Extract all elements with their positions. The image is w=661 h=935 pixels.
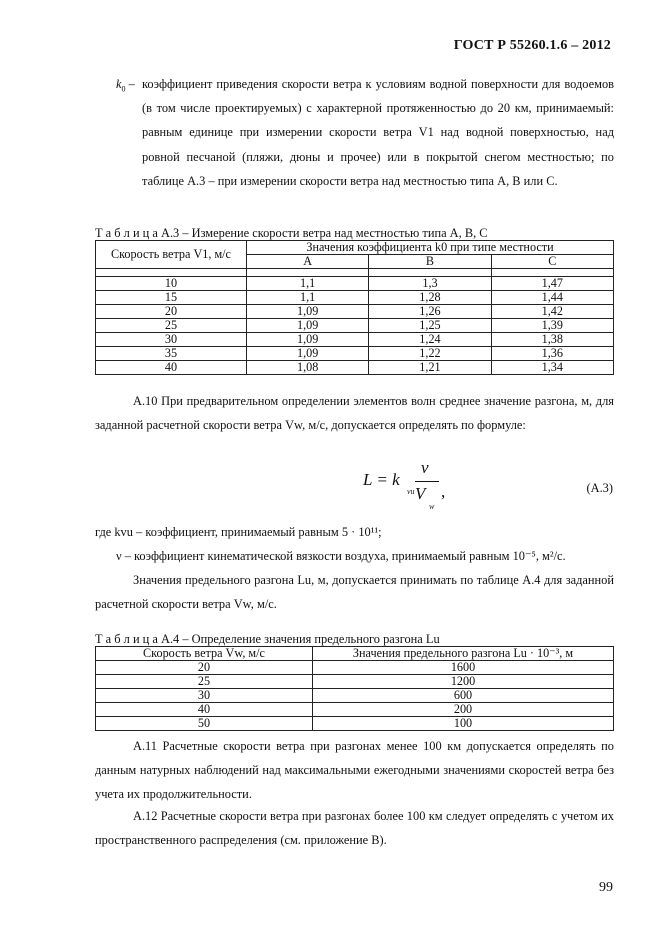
page-number: 99: [599, 880, 613, 895]
table-row: [96, 277, 614, 291]
table-cell: 1600: [313, 661, 614, 675]
table-cell: 20: [96, 661, 313, 675]
table-cell: 30: [96, 689, 313, 703]
table-cell: 30: [96, 333, 247, 347]
table-row: [96, 347, 614, 361]
table-a4-col2-header: Значения предельного разгона Lu · 10⁻³, м: [313, 647, 614, 661]
table-cell: 1,22: [369, 347, 491, 361]
table-cell: 1,39: [491, 319, 613, 333]
table-cell: 1,09: [247, 333, 369, 347]
table-row: [96, 305, 614, 319]
formula-a3: L = k vu ν V w ,: [363, 458, 446, 511]
table-a3-group-header: Значения коэффициента k0 при типе местности: [247, 241, 614, 255]
table-cell: 25: [96, 319, 247, 333]
table-cell: 40: [96, 361, 247, 375]
table-row: [96, 291, 614, 305]
table-cell: 1,1: [247, 291, 369, 305]
table-cell: 1,28: [369, 291, 491, 305]
table-a3-subheader: С: [491, 255, 613, 269]
definition-k0: [116, 72, 614, 193]
table-cell: 1,09: [247, 305, 369, 319]
table-cell: 1,36: [491, 347, 613, 361]
table-cell: 40: [96, 703, 313, 717]
table-cell: 20: [96, 305, 247, 319]
table-row: [96, 661, 614, 675]
table-a3-caption: Т а б л и ц а А.3 – Измерение скорости ветра над местностью типа А, В, С: [95, 226, 488, 240]
paragraph-a11: А.11 Расчетные скорости ветра при разгонах менее 100 км допускается определять по данным натурных наблюдений над максимальными ежегодными значениями скоростей ветра без учета их продолжительности.: [95, 739, 614, 801]
table-cell: 1,34: [491, 361, 613, 375]
table-a3-col1-header: Скорость ветра V1, м/с: [96, 241, 247, 269]
table-cell: 1,08: [247, 361, 369, 375]
where-kvu: где kvu – коэффициент, принимаемый равным 5 · 10¹¹;: [95, 525, 382, 539]
table-row: [96, 361, 614, 375]
table-cell: 600: [313, 689, 614, 703]
table-row: [96, 717, 614, 731]
table-cell: 1,09: [247, 319, 369, 333]
document-header: ГОСТ Р 55260.1.6 – 2012: [453, 38, 611, 53]
paragraph-a10: А.10 При предварительном определении элементов волн среднее значение разгона, м, для заданной расчетной скорости ветра Vw, м/с, допускается определять по формуле:: [95, 394, 614, 432]
table-cell: 100: [313, 717, 614, 731]
where-nu: ν – коэффициент кинематической вязкости воздуха, принимаемый равным 10⁻⁵, м²/с.: [116, 549, 566, 563]
table-cell: 1,44: [491, 291, 613, 305]
table-cell: 15: [96, 291, 247, 305]
table-a4-col1-header: Скорость ветра Vw, м/с: [96, 647, 313, 661]
table-cell: 1,38: [491, 333, 613, 347]
definition-symbol: $k_0$ –: [116, 77, 135, 94]
table-cell: 35: [96, 347, 247, 361]
table-row: [96, 703, 614, 717]
table-row: [96, 689, 614, 703]
table-a3-subheader: А: [247, 255, 369, 269]
table-cell: 25: [96, 675, 313, 689]
table-cell: 200: [313, 703, 614, 717]
table-a4-caption: Т а б л и ц а А.4 – Определение значения предельного разгона Lu: [95, 632, 440, 646]
table-a4: [95, 646, 614, 731]
table-cell: 1,3: [369, 277, 491, 291]
table-cell: 1,21: [369, 361, 491, 375]
table-cell: 1,26: [369, 305, 491, 319]
table-cell: 1,25: [369, 319, 491, 333]
table-row: [96, 319, 614, 333]
table-cell: 1200: [313, 675, 614, 689]
formula-number: (А.3): [586, 481, 613, 495]
paragraph-lu: Значения предельного разгона Lu, м, допускается принимать по таблице А.4 для заданной расчетной скорости ветра Vw, м/с.: [95, 573, 614, 611]
table-row: [96, 675, 614, 689]
table-row: [96, 333, 614, 347]
table-a3-subheader: В: [369, 255, 491, 269]
paragraph-a12: А.12 Расчетные скорости ветра при разгонах более 100 км следует определять с учетом их пространственного распределения (см. приложение В).: [95, 809, 614, 847]
table-cell: 10: [96, 277, 247, 291]
table-cell: 1,09: [247, 347, 369, 361]
definition-text: коэффициент приведения скорости ветра к условиям водной поверхности для водоемов (в том числе проектируемых) с характерной протяженностью до 20 км, принимаемый: равным единице при измерении скорости ветра V1 над водной поверхностью, над ровной песчаной (пляжи, дюны и прочее) или в покрытой снегом местностью; по таблице А.3 – при измерении скорости ветра над местностью типа А, В или С.: [142, 77, 614, 188]
table-cell: 50: [96, 717, 313, 731]
table-cell: 1,42: [491, 305, 613, 319]
table-cell: 1,1: [247, 277, 369, 291]
table-cell: 1,47: [491, 277, 613, 291]
table-a3: [95, 240, 614, 375]
table-cell: 1,24: [369, 333, 491, 347]
